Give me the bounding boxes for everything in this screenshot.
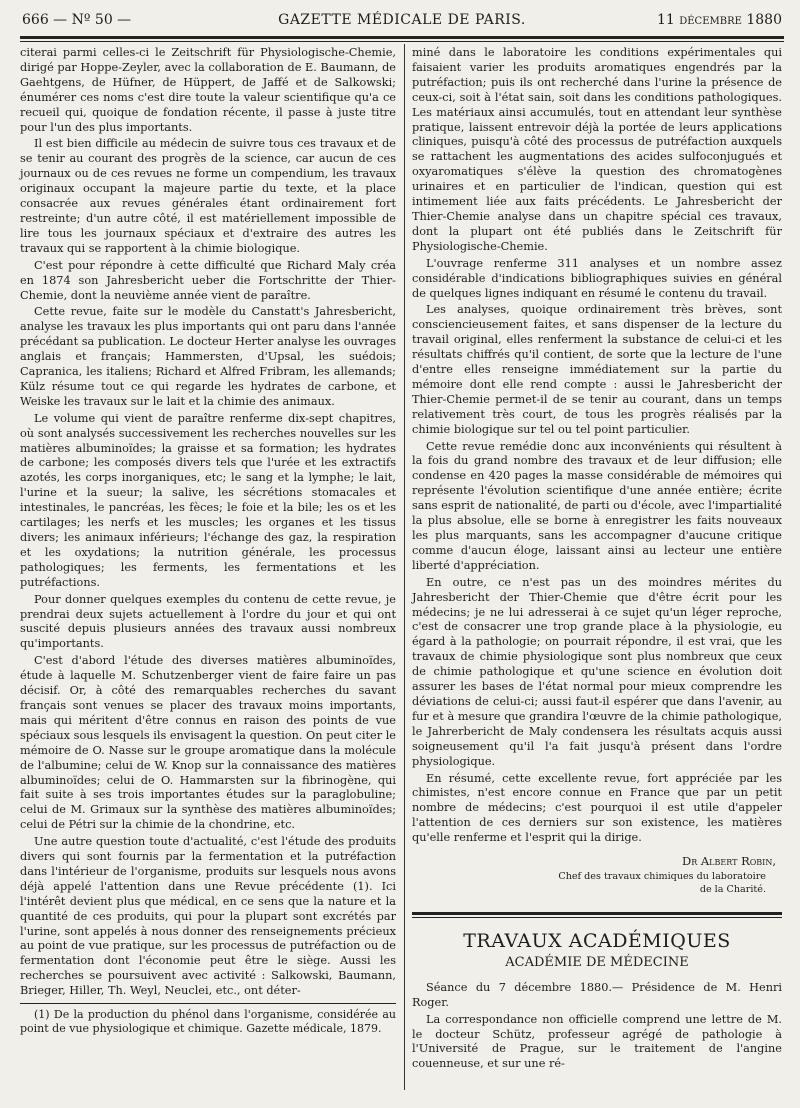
right-column [412,46,782,1074]
header-rule-thin [20,41,784,42]
column-divider [404,44,405,1090]
paragraph: Cette revue, faite sur le modèle du Canstatt's Jahresbericht, analyse les travaux les plus importants qui ont paru dans l'année précédant sa publication. Le docteur Herter analyse les ouvrages anglais et français; Hammersten, d'Upsal, les suédois; Capranica, les italiens; Richard et Alfred Fribram, les allemands; Külz résume tout ce qui regarde les hydrates de carbone, et Weiske les travaux sur le lait et la chimie des animaux. [20,305,396,408]
author-affiliation-line1: Chef des travaux chimiques du laboratoire [558,870,766,882]
paragraph: Les analyses, quoique ordinairement très brèves, sont consciencieusement faites, et sans dispenser de la lecture du travail original, elles renferment la substance de celui-ci et les résultats chiffrés qu'il contient, de sorte que la lecture de l'une d'entre elles renseigne immédiatement sur la partie du mémoire dont elle rend compte : aussi le Jahresbericht der Thier-Chemie permet-il de se tenir au courant, dans un temps relativement très court, de tous les progrès réalisés par la chimie biologique sur tel ou tel point particulier. [412,303,782,436]
paragraph: Une autre question toute d'actualité, c'est l'étude des produits divers qui sont fournis par la fermentation et la putréfaction dans l'intérieur de l'organisme, produits sur lesquels nous avons déjà appelé l'attention dans une Revue précédente (1). Ici l'intérêt devient plus que médical, en ce sens que la nature et la quantité de ces produits, qui pour la plupart sont excrétés par l'urine, sont appelés à nous donner des renseignements précieux au point de vue pratique, sur les processus de putréfaction ou de fermentation dont l'économie peut être le siège. Aussi les recherches se poursuivent avec activité : Salkowski, Baumann, Brieger, Hiller, Th. Weyl, Neuclei, etc., ont déter- [20,835,396,998]
author-signature: Dr Albert Robin, [681,854,776,869]
journal-title: GAZETTE MÉDICALE DE PARIS. [278,12,526,28]
author-affiliation-line2: de la Charité. [699,884,766,896]
paragraph: Le volume qui vient de paraître renferme dix-sept chapitres, où sont analysés successivement les recherches nouvelles sur les matières albuminoïdes; la graisse et sa formation; les hydrates de carbone; les composés divers tels que l'urée et les extractifs azotés, les corps inorganiques, etc; le sang et la lymphe; le lait, l'urine et la sueur; la salive, les sécrétions stomacales et intestinales, le pancréas, les fèces; le foie et la bile; les os et les cartilages; les nerfs et les muscles; les organes et les tissus divers; les animaux inférieurs; l'échange des gaz, la respiration et les oxydations; la nutrition générale, les processus pathologiques; les ferments, les fermentations et les putréfactions. [20,411,396,589]
left-column [20,46,396,1038]
paragraph: C'est pour répondre à cette difficulté que Richard Maly créa en 1874 son Jahresbericht ueber die Fortschritte der Thier-Chemie, dont la neuvième année vient de paraître. [20,258,396,302]
paragraph: Il est bien difficile au médecin de suivre tous ces travaux et de se tenir au courant des progrès de la science, car aucun de ces journaux ou de ces revues ne forme un compendium, les travaux originaux occupant la majeure partie du texte, et la place consacrée aux revues générales étant ordinairement fort restreinte; d'un autre côté, il est matériellement impossible de lire tous les journaux spéciaux et d'extraire des autres les travaux qui se rapportent à la chimie biologique. [20,137,396,255]
paragraph: miné dans le laboratoire les conditions expérimentales qui faisaient varier les produits aromatiques engendrés par la putréfaction; puis ils ont recherché dans l'urine la présence de ceux-ci, soit à l'état sain, soit dans les conditions pathologiques. Les matériaux ainsi accumulés, tout en attendant leur synthèse pratique, laissent entrevoir déjà la portée de leurs applications cliniques, puisqu'à côté des processus de putréfaction auxquels se rattachent les augmentations des acides sulfoconjugués et oxyaromatiques s'élève la question des chromatogènes urinaires et en particulier de l'indican, question qui est intimement liée aux faits précédents. Le Jahresbericht der Thier-Chemie analyse dans un chapitre spécial ces travaux, dont la plupart ont été publiés dans le Zeitschrift für Physiologische-Chemie. [412,46,782,253]
paragraph: L'ouvrage renferme 311 analyses et un nombre assez considérable d'indications bibliographiques suivies en général de quelques lignes indiquant en résumé le contenu du travail. [412,256,782,300]
page-header [22,12,782,34]
section-title: TRAVAUX ACADÉMIQUES [463,929,731,952]
footnote-rule [20,1003,396,1004]
section-rule-thick [412,912,782,915]
section-rule-thin [412,917,782,918]
header-rule-thick [20,36,784,39]
paragraph: C'est d'abord l'étude des diverses matières albuminoïdes, étude à laquelle M. Schutzenberger vient de faire faire un pas décisif. Or, à côté des remarquables recherches du savant français sont venues se placer des travaux moins importants, mais qui méritent d'être connus en raison des points de vue spéciaux sous lesquels ils envisagent la question. On peut citer le mémoire de O. Nasse sur le groupe aromatique dans la molécule de l'albumine; celui de W. Knop sur la connaissance des matières albuminoïdes; celui de O. Hammarsten sur la fibrinogène, qui fait suite à ses trois importantes études sur la paraglobuline; celui de M. Grimaux sur la synthèse des matières albuminoïdes; celui de Pétri sur la chimie de la chondrine, etc. [20,654,396,832]
paragraph: La correspondance non officielle comprend une lettre de M. le docteur Schütz, professeur agrégé de pathologie à l'Université de Prague, sur le traitement de l'angine couenneuse, et sur une ré- [412,1012,782,1071]
paragraph: citerai parmi celles-ci le Zeitschrift für Physiologische-Chemie, dirigé par Hoppe-Zeyler, avec la collaboration de E. Baumann, de Gaehtgens, de Hüfner, de Hüppert, de Jaffé et de Salkowski; énumérer ces noms c'est dire toute la valeur scientifique qu'a ce recueil qui, quoique de fondation récente, il passe à juste titre pour l'un des plus importants. [20,46,396,134]
footnote: (1) De la production du phénol dans l'organisme, considérée au point de vue physiologique et chimique. Gazette médicale, 1879. [20,1008,396,1036]
issue-date: 11 décembre 1880 [656,12,782,28]
paragraph: Séance du 7 décembre 1880.— Présidence de M. Henri Roger. [412,980,782,1009]
paragraph: En résumé, cette excellente revue, fort appréciée par les chimistes, n'est encore connue en France que par un petit nombre de médecins; c'est pourquoi il est utile d'appeler l'attention de ces derniers sur son existence, les matières qu'elle renferme et l'esprit qui la dirige. [412,771,782,845]
section-subtitle: ACADÉMIE DE MÉDECINE [505,954,689,970]
page-number: 666 — Nº 50 — [22,12,132,28]
paragraph: Pour donner quelques exemples du contenu de cette revue, je prendrai deux sujets actuellement à l'ordre du jour et qui ont suscité depuis plusieurs années des travaux aussi nombreux qu'importants. [20,592,396,651]
paragraph: Cette revue remédie donc aux inconvénients qui résultent à la fois du grand nombre des travaux et de leur diffusion; elle condense en 420 pages la masse considérable de mémoires qui représente l'évolution scientifique d'une année entière; écrite sans esprit de nationalité, de parti ou d'école, avec l'impartialité la plus absolue, elle se borne à enregistrer les faits nouveaux les plus marquants, sans les accompagner d'aucune critique comme d'aucun éloge, laissant ainsi au lecteur une entière liberté d'appréciation. [412,439,782,572]
paragraph: En outre, ce n'est pas un des moindres mérites du Jahresbericht der Thier-Chemie que d'être écrit pour les médecins; je ne lui adresserai à ce sujet qu'un léger reproche, c'est de consacrer une trop grande place à la physiologie, eu égard à la pathologie; on pourrait répondre, il est vrai, que les travaux de chimie physiologique sont plus nombreux que ceux de chimie pathologique et qu'une science en évolution doit assurer les bases de l'état normal pour mieux comprendre les déviations de celui-ci; aussi faut-il espérer que dans l'avenir, au fur et à mesure que grandira l'œuvre de la chimie pathologique, le Jahrerbericht de Maly condensera les résultats acquis aussi soigneusement qu'il l'a fait jusqu'à présent dans l'ordre physiologique. [412,575,782,768]
